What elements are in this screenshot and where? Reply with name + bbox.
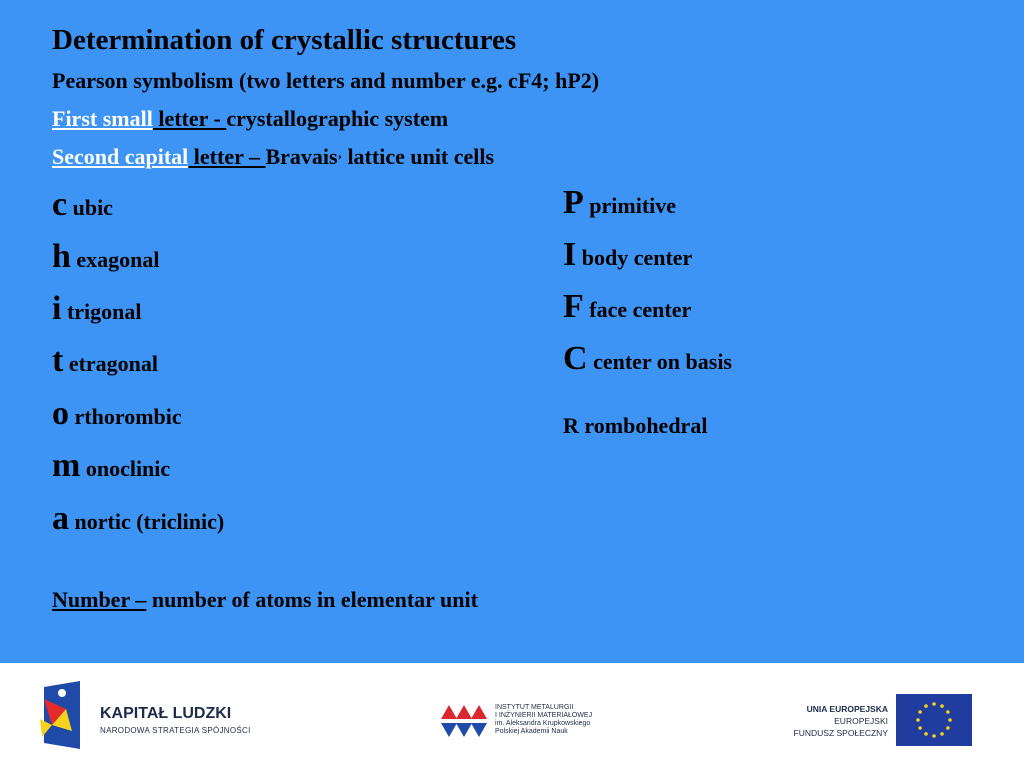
second-capital-link: Second capital	[52, 144, 189, 169]
eu-star-icon	[918, 710, 922, 714]
system-name: etragonal	[63, 351, 159, 376]
second-letter-label: letter –	[188, 144, 266, 169]
imim-text	[495, 704, 592, 736]
eu-line: UNIA EUROPEJSKA	[806, 704, 888, 714]
number-line	[52, 587, 478, 613]
second-letter-line	[52, 144, 494, 170]
number-label: Number –	[52, 587, 147, 612]
system-name: onoclinic	[80, 456, 171, 481]
slide-title: Determination of crystallic structures	[52, 24, 517, 56]
imim-logo-icon	[441, 699, 487, 743]
lattice-name: R rombohedral	[563, 413, 708, 438]
lattice-name: primitive	[583, 193, 677, 218]
imim-line: INSTYTUT METALURGII	[495, 704, 574, 711]
lattice-row	[563, 236, 692, 274]
eu-star-icon	[940, 732, 944, 736]
system-letter: a	[52, 500, 69, 537]
system-row	[52, 238, 160, 276]
second-letter-meaning: lattice unit cells	[341, 144, 495, 169]
system-letter: i	[52, 290, 62, 327]
system-name: ubic	[67, 195, 113, 220]
lattice-name: center on basis	[587, 349, 732, 374]
bravais-word: Bravais	[265, 144, 338, 169]
kapital-ludzki-subtitle: NARODOWA STRATEGIA SPÓJNOŚCI	[100, 726, 251, 735]
lattice-row	[563, 184, 676, 222]
system-row	[52, 395, 182, 433]
lattice-row	[563, 340, 732, 378]
imim-line: Polskiej Akademii Nauk	[495, 728, 568, 735]
system-name: nortic (triclinic)	[69, 509, 225, 534]
kapital-ludzki-logo-icon	[38, 679, 86, 751]
first-letter-line	[52, 106, 448, 132]
pearson-intro: Pearson symbolism (two letters and number e.g. cF4; hP2)	[52, 68, 600, 93]
system-letter: t	[52, 342, 64, 379]
system-row	[52, 342, 158, 380]
lattice-row	[563, 404, 707, 442]
lattice-letter: P	[563, 184, 584, 221]
imim-line: I INŻYNIERII MATERIAŁOWEJ	[495, 712, 593, 719]
system-row	[52, 186, 113, 224]
first-letter-meaning: crystallographic system	[226, 106, 449, 131]
eu-star-icon	[916, 718, 920, 722]
system-row	[52, 500, 224, 538]
system-letter: c	[52, 186, 68, 223]
lattice-name: body center	[576, 245, 693, 270]
eu-star-icon	[946, 710, 950, 714]
eu-star-icon	[948, 718, 952, 722]
lattice-letter: F	[563, 288, 584, 325]
system-row	[52, 447, 170, 485]
system-name: trigonal	[61, 299, 142, 324]
first-small-link: First small	[52, 106, 153, 131]
eu-star-icon	[924, 732, 928, 736]
eu-star-icon	[946, 726, 950, 730]
lattice-letter: C	[563, 340, 588, 377]
first-letter-label: letter -	[152, 106, 227, 131]
system-row	[52, 290, 142, 328]
system-name: rthorombic	[69, 404, 182, 429]
imim-line: im. Aleksandra Krupkowskiego	[495, 720, 591, 727]
eu-star-icon	[924, 704, 928, 708]
eu-star-icon	[932, 734, 936, 738]
system-letter: h	[52, 238, 71, 275]
eu-flag-icon	[896, 694, 972, 746]
number-meaning: number of atoms in elementar unit	[146, 587, 478, 612]
apostrophe: ’	[337, 152, 342, 167]
eu-star-icon	[918, 726, 922, 730]
eu-text	[778, 703, 888, 739]
lattice-row	[563, 288, 691, 326]
system-name: exagonal	[70, 247, 160, 272]
system-letter: m	[52, 447, 81, 484]
system-letter: o	[52, 395, 69, 432]
eu-star-icon	[932, 702, 936, 706]
footer-logos	[0, 663, 1024, 768]
eu-star-icon	[940, 704, 944, 708]
kapital-ludzki-title: KAPITAŁ LUDZKI	[100, 705, 232, 722]
eu-line: EUROPEJSKI	[834, 716, 888, 726]
eu-line: FUNDUSZ SPOŁECZNY	[793, 728, 888, 738]
lattice-name: face center	[583, 297, 692, 322]
lattice-letter: I	[563, 236, 577, 273]
